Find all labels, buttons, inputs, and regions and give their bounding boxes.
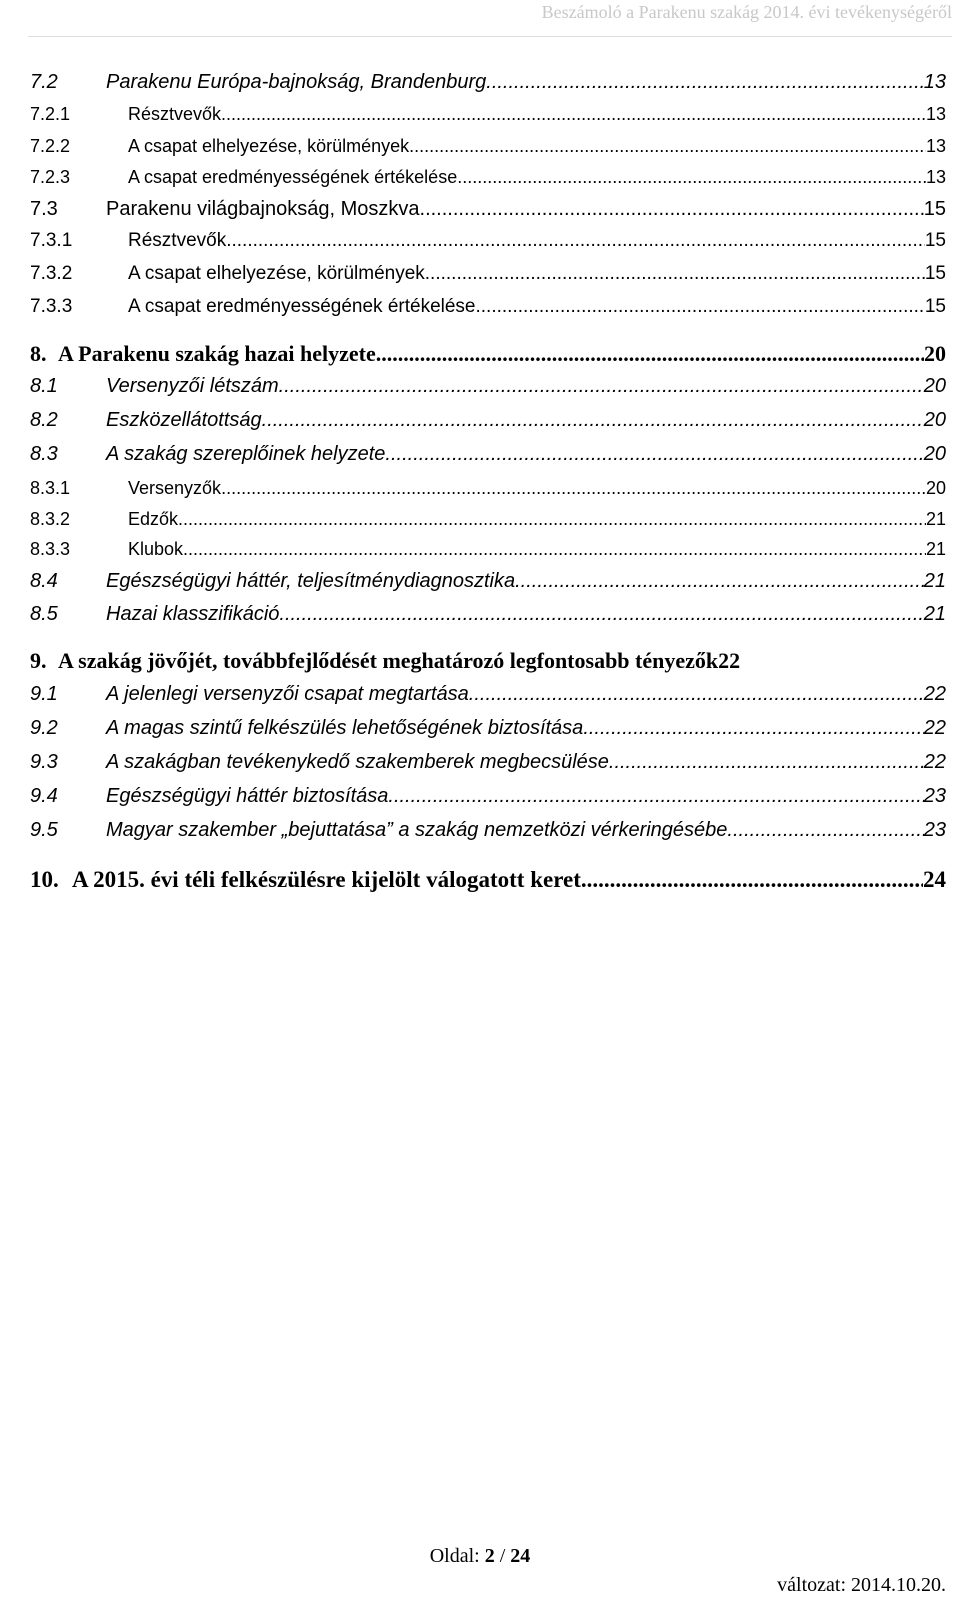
toc-page: 21 [925, 509, 946, 529]
toc-number: 7.2 [30, 71, 58, 93]
toc-leader [476, 296, 925, 318]
toc-title: Klubok [128, 539, 184, 559]
toc-page: 15 [924, 263, 946, 284]
toc-entry-7-3-2[interactable] [30, 263, 946, 285]
toc-number: 7.2.2 [30, 136, 71, 156]
toc-leader [385, 443, 923, 466]
toc-page: 13 [925, 167, 946, 187]
page-label: Oldal: [429, 1545, 485, 1567]
toc-entry-8-5[interactable] [30, 603, 946, 626]
toc-title: Hazai klasszifikáció [106, 603, 280, 625]
toc-leader [183, 539, 926, 560]
toc-number: 9.3 [30, 751, 58, 773]
toc-page: 22 [718, 648, 741, 673]
toc-entry-9-2[interactable] [30, 717, 946, 740]
toc-page: 22 [923, 751, 946, 773]
toc-entry-8[interactable] [30, 341, 946, 367]
toc-leader [226, 230, 925, 252]
toc-title: A 2015. évi téli felkészülésre kijelölt válogatott keret [72, 867, 581, 892]
toc-leader [409, 136, 926, 157]
toc-entry-7-3[interactable] [30, 198, 946, 221]
toc-number: 9. [30, 648, 47, 673]
toc-number: 8.3.3 [30, 539, 71, 559]
toc-title: Magyar szakember „bejuttatása” a szakág nemzetközi vérkeringésébe [106, 819, 728, 841]
version-label: változat: 2014.10.20. [777, 1574, 946, 1596]
toc-number: 7.3 [30, 198, 58, 220]
toc-entry-8-1[interactable] [30, 375, 946, 398]
toc-entry-10[interactable] [30, 867, 946, 893]
toc-page: 22 [923, 717, 946, 739]
toc-page: 20 [923, 375, 946, 397]
toc-leader [376, 341, 924, 367]
toc-entry-8-4[interactable] [30, 570, 946, 593]
toc-number: 8.3 [30, 443, 58, 465]
toc-number: 8.3.1 [30, 478, 71, 498]
toc-title: A szakág szereplőinek helyzete [106, 443, 386, 465]
toc-title: Résztvevők [128, 230, 227, 251]
toc-number: 10. [30, 867, 59, 892]
toc-title: Eszközellátottság [106, 409, 262, 431]
toc-entry-7-2-3[interactable] [30, 167, 946, 188]
toc-title: A csapat elhelyezése, körülmények [128, 136, 410, 156]
toc-title: Versenyzők [128, 478, 222, 498]
toc-number: 8.5 [30, 603, 58, 625]
toc-page: 23 [923, 785, 946, 807]
toc-entry-9[interactable] [30, 648, 946, 674]
toc-title: Résztvevők [128, 104, 222, 124]
page-current: 2 [484, 1545, 495, 1567]
toc-page: 22 [923, 683, 946, 705]
toc-number: 7.3.2 [30, 263, 73, 284]
toc-leader [727, 819, 923, 842]
toc-leader [609, 751, 924, 774]
toc-number: 7.3.1 [30, 230, 73, 251]
toc-number: 8. [30, 341, 47, 366]
toc-page: 23 [923, 819, 946, 841]
toc-leader [457, 167, 926, 188]
toc-entry-9-5[interactable] [30, 819, 946, 842]
toc-page: 24 [923, 867, 946, 892]
toc-page: 20 [924, 341, 946, 366]
toc-number: 8.4 [30, 570, 58, 592]
toc-leader [425, 263, 925, 285]
toc-title: A szakág jövőjét, továbbfejlődését meghatározó legfontosabb tényezők [58, 648, 719, 673]
toc-entry-7-3-1[interactable] [30, 230, 946, 252]
toc-entry-8-3[interactable] [30, 443, 946, 466]
toc-number: 8.3.2 [30, 509, 71, 529]
toc-title: Egészségügyi háttér biztosítása [106, 785, 389, 807]
toc-number: 8.1 [30, 375, 58, 397]
toc-entry-7-2-2[interactable] [30, 136, 946, 157]
toc-page: 15 [923, 198, 946, 220]
toc-page: 21 [923, 603, 946, 625]
toc-leader [279, 603, 923, 626]
toc-entry-8-3-2[interactable] [30, 509, 946, 530]
page-separator: / [494, 1545, 511, 1567]
header-divider [28, 36, 952, 37]
toc-leader [262, 409, 924, 432]
toc-page: 21 [925, 539, 946, 559]
toc-number: 7.2.1 [30, 104, 71, 124]
toc-title: Parakenu Európa-bajnokság, Brandenburg [106, 71, 487, 93]
toc-number: 8.2 [30, 409, 58, 431]
toc-leader [581, 867, 923, 893]
toc-title: A csapat elhelyezése, körülmények [128, 263, 425, 284]
toc-number: 9.2 [30, 717, 58, 739]
toc-leader [583, 717, 923, 740]
toc-page: 21 [923, 570, 946, 592]
toc-page: 13 [925, 136, 946, 156]
toc-page: 13 [923, 71, 946, 93]
toc-leader [221, 104, 926, 125]
toc-entry-7-2-1[interactable] [30, 104, 946, 125]
toc-entry-8-3-3[interactable] [30, 539, 946, 560]
toc-leader [420, 198, 924, 221]
toc-title: A jelenlegi versenyzői csapat megtartása [106, 683, 469, 705]
toc-title: A csapat eredményességének értékelése [128, 167, 458, 187]
toc-number: 7.3.3 [30, 296, 73, 317]
toc-entry-9-4[interactable] [30, 785, 946, 808]
page-number [0, 1545, 960, 1568]
toc-page: 15 [924, 296, 946, 317]
toc-page: 20 [925, 478, 946, 498]
toc-page: 20 [923, 409, 946, 431]
toc-title: Parakenu világbajnokság, Moszkva [106, 198, 420, 220]
toc-entry-9-1[interactable] [30, 683, 946, 706]
toc-leader [178, 509, 926, 530]
toc-title: A szakágban tevékenykedő szakemberek megbecsülése [106, 751, 609, 773]
toc-number: 9.5 [30, 819, 58, 841]
toc-entry-8-2[interactable] [30, 409, 946, 432]
toc-title: A magas szintű felkészülés lehetőségének biztosítása [106, 717, 584, 739]
toc-page: 15 [924, 230, 946, 251]
toc-leader [388, 785, 923, 808]
toc-leader [469, 683, 924, 706]
toc-number: 7.2.3 [30, 167, 71, 187]
toc-title: Versenyzői létszám [106, 375, 279, 397]
toc-entry-7-2[interactable] [30, 71, 946, 94]
running-header: Beszámoló a Parakenu szakág 2014. évi tevékenységéről [541, 2, 952, 22]
toc-entry-9-3[interactable] [30, 751, 946, 774]
toc-entry-7-3-3[interactable] [30, 296, 946, 318]
toc-number: 9.4 [30, 785, 58, 807]
toc-number: 9.1 [30, 683, 58, 705]
toc-title: A Parakenu szakág hazai helyzete [58, 341, 376, 366]
toc-page: 20 [923, 443, 946, 465]
page-total: 24 [510, 1545, 531, 1567]
toc-entry-8-3-1[interactable] [30, 478, 946, 499]
toc-title: A csapat eredményességének értékelése [128, 296, 476, 317]
toc-leader [486, 71, 923, 94]
toc-page: 13 [925, 104, 946, 124]
toc-title: Edzők [128, 509, 179, 529]
toc-leader [279, 375, 924, 398]
toc-title: Egészségügyi háttér, teljesítménydiagnosztika [106, 570, 516, 592]
toc-leader [515, 570, 924, 593]
toc-leader [221, 478, 926, 499]
